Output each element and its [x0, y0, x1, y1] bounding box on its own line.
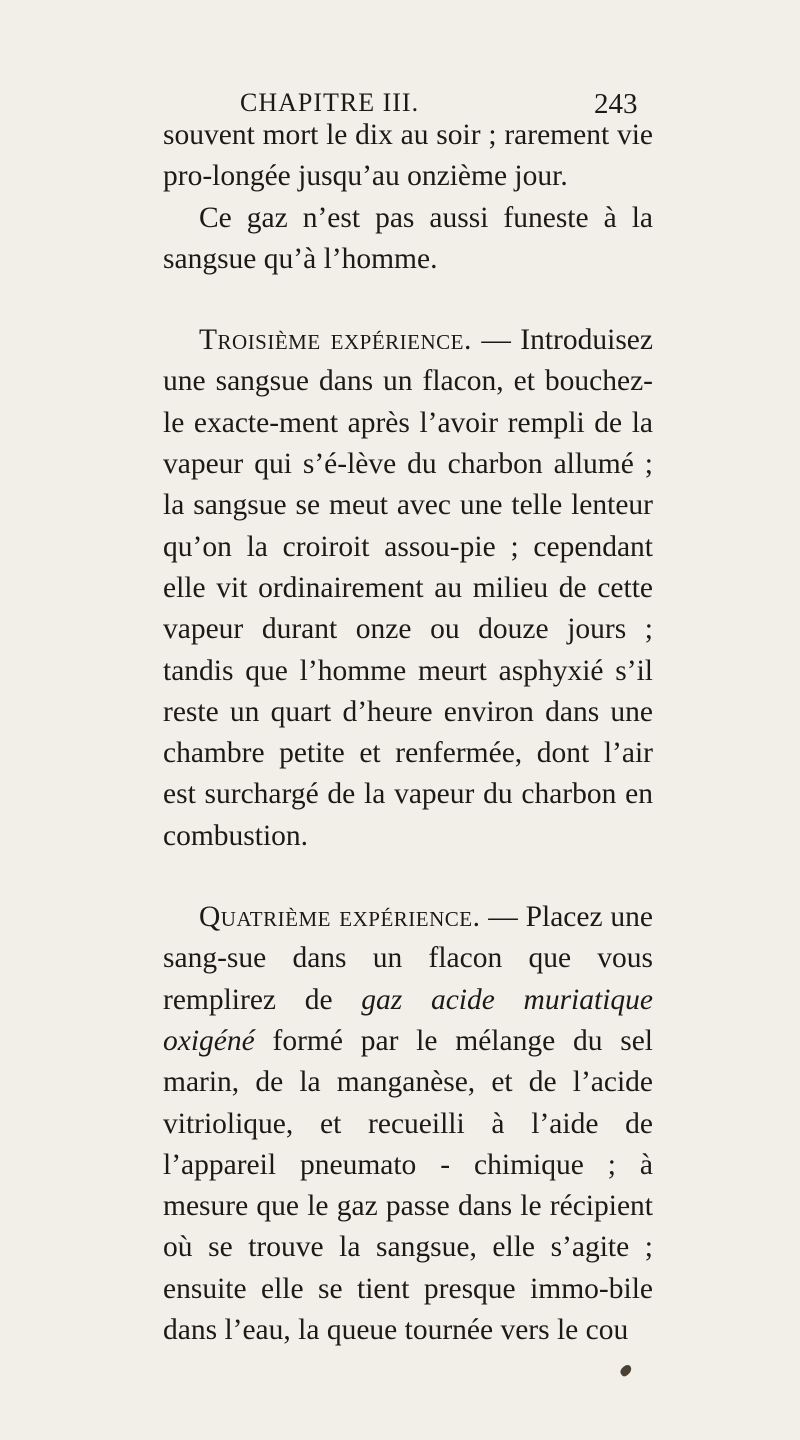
italic-term: gaz acide muriatique oxigéné — [163, 983, 653, 1057]
body-text — [163, 115, 653, 1351]
paragraph-text: formé par le mélange du sel marin, de la manganèse, et de l’acide vitriolique, et recueilli à l’aide de l’appareil pneumato - chimique ; à mesure que le gaz passe dans le récipient où se trouve la sangsue, elle s’agite ; ensuite elle se tient presque immo-bile dans l’eau, la queue tournée vers le cou — [163, 1024, 653, 1347]
paragraph-text: souvent mort le dix au soir ; rarement vie pro-longée jusqu’au onzième jour. — [163, 119, 653, 193]
experiment-paragraph-4 — [163, 897, 653, 1351]
paragraph-text: Ce gaz n’est pas aussi funeste à la sangsue qu’à l’homme. — [163, 201, 653, 275]
paragraph-text: — Placez une sang-sue dans un flacon que vous remplirez de — [163, 901, 653, 1016]
paragraph — [163, 198, 653, 281]
paragraph-continuation — [163, 115, 653, 198]
page-header — [0, 60, 800, 120]
running-head: CHAPITRE III. — [240, 88, 420, 117]
page-number: 243 — [594, 88, 638, 120]
experiment-paragraph-3 — [163, 320, 653, 857]
ink-speck — [619, 1363, 634, 1377]
paragraph-text: — Introduisez une sangsue dans un flacon, et bouchez-le exacte-ment après l’avoir rempli de la vapeur qui s’é-lève du charbon allumé ; la sangsue se meut avec une telle lenteur qu’on la croiroit assou-pie ; cependant elle vit ordinairement au milieu de cette vapeur durant onze ou douze jours ; tandis que l’homme meurt asphyxié s’il reste un quart d’heure environ dans une chambre petite et renfermée, dont l’air est surchargé de la vapeur du charbon en combustion. — [163, 324, 653, 852]
experiment-heading: Troisième expérience. — [199, 324, 472, 357]
experiment-heading: Quatrième expérience. — [199, 901, 481, 934]
